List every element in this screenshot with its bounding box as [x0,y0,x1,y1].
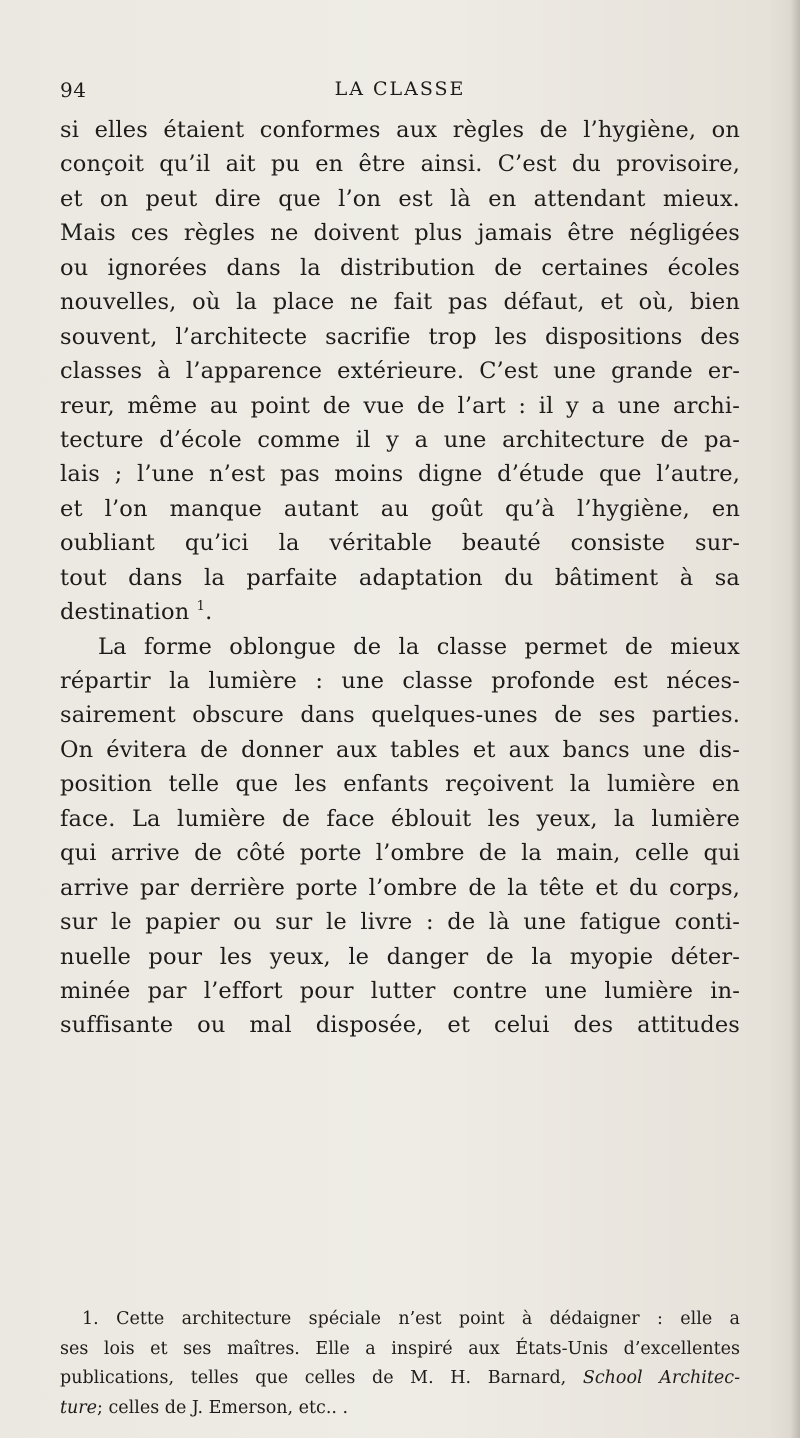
text-line: tout dans la parfaite adaptation du bâtiment à sa [60,564,740,591]
text-line: lais ; l’une n’est pas moins digne d’étude que l’autre, [60,461,740,488]
text-line: position telle que les enfants reçoivent la lumière en [60,771,740,798]
text-line: suffisante ou mal disposée, et celui des attitudes [60,1012,740,1039]
footnote-line [60,1364,740,1394]
footnote-text: ; celles de J. Emerson, etc.. . [97,1397,349,1418]
text-line: nouvelles, où la place ne fait pas défaut, et où, bien [60,289,740,316]
text-line: sairement obscure dans quelques-unes de ses parties. [60,702,740,729]
footnote [60,1305,740,1423]
text-line: ou ignorées dans la distribution de certaines écoles [60,254,740,281]
text-line: et l’on manque autant au goût qu’à l’hygiène, en [60,495,740,522]
body-text [60,113,740,1043]
text-line: répartir la lumière : une classe profonde est néces- [60,668,740,694]
footnote-text: Cette architecture spéciale n’est point à dédaigner : elle a [116,1309,740,1329]
text-line: face. La lumière de face éblouit les yeux, la lumière [60,805,740,832]
text-line: On évitera de donner aux tables et aux bancs une dis- [60,736,740,763]
running-head [60,78,740,106]
text-line: nuelle pour les yeux, le danger de la myopie déter- [60,943,740,970]
page-header-title: LA CLASSE [334,78,466,100]
footnote-reference: 1 [196,599,206,615]
text-line: conçoit qu’il ait pu en être ainsi. C’est du provisoire, [60,151,740,178]
text-line: qui arrive de côté porte l’ombre de la main, celle qui [60,840,740,867]
book-title-italic: School Architec- [582,1368,740,1388]
footnote-line: ses lois et ses maîtres. Elle a inspiré aux États-Unis d’excellentes [60,1338,740,1359]
text-line: sur le papier ou sur le livre : de là une fatigue conti- [60,909,740,936]
page-edge-shadow [790,0,800,1438]
footnote-text: publications, telles que celles de M. H. Barnard, [60,1368,567,1388]
footnote-line [60,1394,740,1424]
text-line: et on peut dire que l’on est là en attendant mieux. [60,185,740,212]
page-number: 94 [60,78,87,102]
text-line: si elles étaient conformes aux règles de l’hygiène, on [60,117,740,143]
text-line-with-note [60,595,740,629]
footnote-number: 1. [82,1309,99,1329]
text-line: reur, même au point de vue de l’art : il y a une archi- [60,392,740,419]
footnote-line [60,1305,740,1335]
text-line: Mais ces règles ne doivent plus jamais être négligées [60,220,740,247]
text-line: souvent, l’architecte sacrifie trop les dispositions des [60,323,740,350]
text-line: arrive par derrière porte l’ombre de la tête et du corps, [60,874,740,901]
text-line: classes à l’apparence extérieure. C’est une grande er- [60,358,740,385]
text-line: tecture d’école comme il y a une architecture de pa- [60,426,740,453]
text-fragment: destination [60,599,190,626]
book-title-italic: ture [60,1397,98,1418]
text-line: oubliant qu’ici la véritable beauté consiste sur- [60,530,740,557]
punctuation: . [205,599,213,626]
paragraph-start-line: La forme oblongue de la classe permet de mieux [98,633,740,660]
text-line: minée par l’effort pour lutter contre une lumière in- [60,977,740,1004]
